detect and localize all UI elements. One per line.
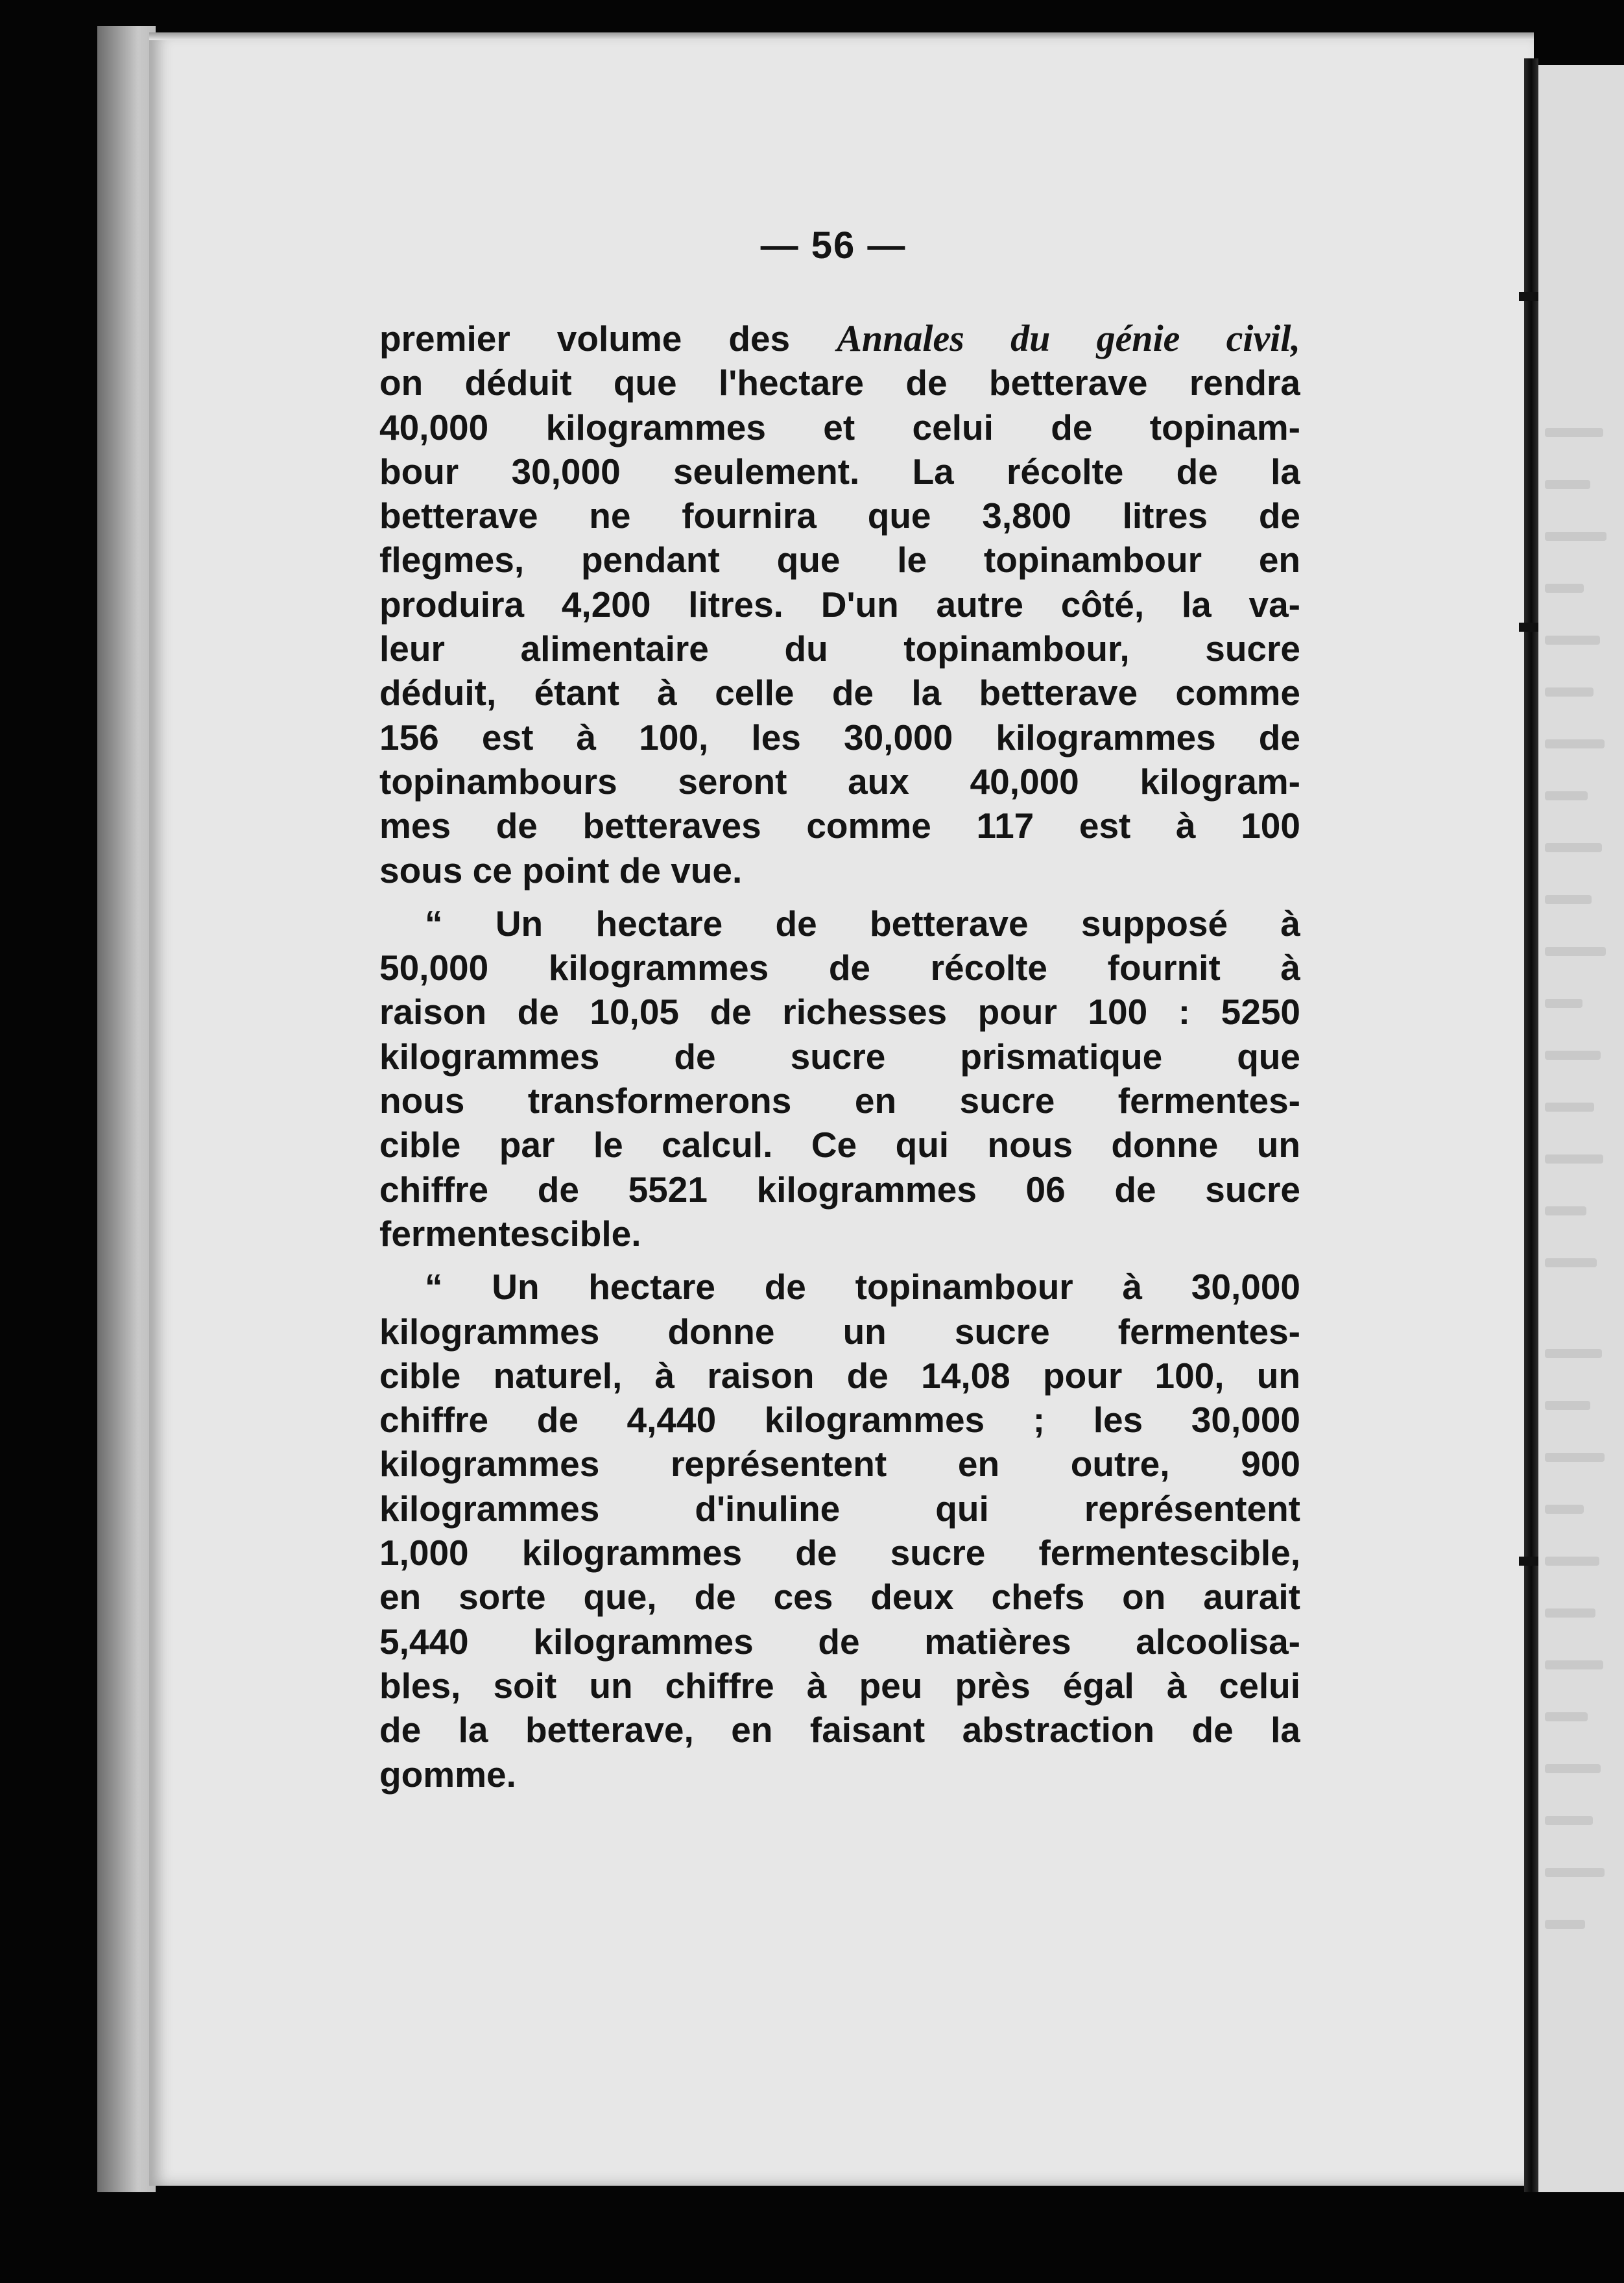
- text-line: kilogrammes de sucre prismatique que: [379, 1036, 1300, 1077]
- left-page-edge: [97, 26, 156, 2192]
- text-line: chiffre de 4,440 kilogrammes ; les 30,000: [379, 1400, 1300, 1440]
- text-line: topinambours seront aux 40,000 kilogram-: [379, 761, 1300, 802]
- text-line: produira 4,200 litres. D'un autre côté, la va-: [379, 584, 1300, 625]
- body-text: [379, 317, 1300, 1797]
- facing-page-edge: [1538, 65, 1624, 2192]
- text-line: raison de 10,05 de richesses pour 100 : 5250: [379, 992, 1300, 1033]
- text-line: 1,000 kilogrammes de sucre fermentescible,: [379, 1533, 1300, 1573]
- text-line: gomme.: [379, 1754, 516, 1795]
- text-line: “ Un hectare de topinambour à 30,000: [425, 1267, 1300, 1308]
- text-line: nous transformerons en sucre fermentes-: [379, 1081, 1300, 1121]
- text-line: fermentescible.: [379, 1213, 641, 1254]
- text-line: 50,000 kilogrammes de récolte fournit à: [379, 948, 1300, 988]
- text-line: 40,000 kilogrammes et celui de topinam-: [379, 407, 1300, 448]
- book-gutter: [1524, 58, 1538, 2192]
- text-line: de la betterave, en faisant abstraction de la: [379, 1710, 1300, 1751]
- page-number: — 56 —: [760, 224, 907, 267]
- text-line: chiffre de 5521 kilogrammes 06 de sucre: [379, 1169, 1300, 1210]
- text-line: leur alimentaire du topinambour, sucre: [379, 628, 1300, 669]
- text-line: kilogrammes représentent en outre, 900: [379, 1444, 1300, 1485]
- text-line: mes de betteraves comme 117 est à 100: [379, 806, 1300, 846]
- text-line: bles, soit un chiffre à peu près égal à celui: [379, 1665, 1300, 1706]
- binding-stitch: [1519, 623, 1538, 632]
- text-line: premier volume des Annales du génie civil,: [379, 317, 1300, 359]
- text-line: déduit, étant à celle de la betterave comme: [379, 673, 1300, 713]
- text-line: cible naturel, à raison de 14,08 pour 100, un: [379, 1355, 1300, 1396]
- text-line: en sorte que, de ces deux chefs on aurait: [379, 1577, 1300, 1618]
- text-line: 156 est à 100, les 30,000 kilogrammes de: [379, 717, 1300, 758]
- text-line: on déduit que l'hectare de betterave rendra: [379, 363, 1300, 403]
- text-line: betterave ne fournira que 3,800 litres de: [379, 496, 1300, 536]
- text-line: kilogrammes donne un sucre fermentes-: [379, 1311, 1300, 1352]
- text-line: bour 30,000 seulement. La récolte de la: [379, 451, 1300, 492]
- text-line: flegmes, pendant que le topinambour en: [379, 540, 1300, 580]
- text-line: cible par le calcul. Ce qui nous donne un: [379, 1125, 1300, 1165]
- italic-title: Annales du génie civil,: [837, 317, 1300, 359]
- binding-stitch: [1519, 292, 1538, 301]
- text-line: “ Un hectare de betterave supposé à: [425, 903, 1300, 944]
- text-line: sous ce point de vue.: [379, 850, 743, 890]
- text-line: kilogrammes d'inuline qui représentent: [379, 1488, 1300, 1529]
- binding-stitch: [1519, 1557, 1538, 1566]
- text-line: 5,440 kilogrammes de matières alcoolisa-: [379, 1621, 1300, 1662]
